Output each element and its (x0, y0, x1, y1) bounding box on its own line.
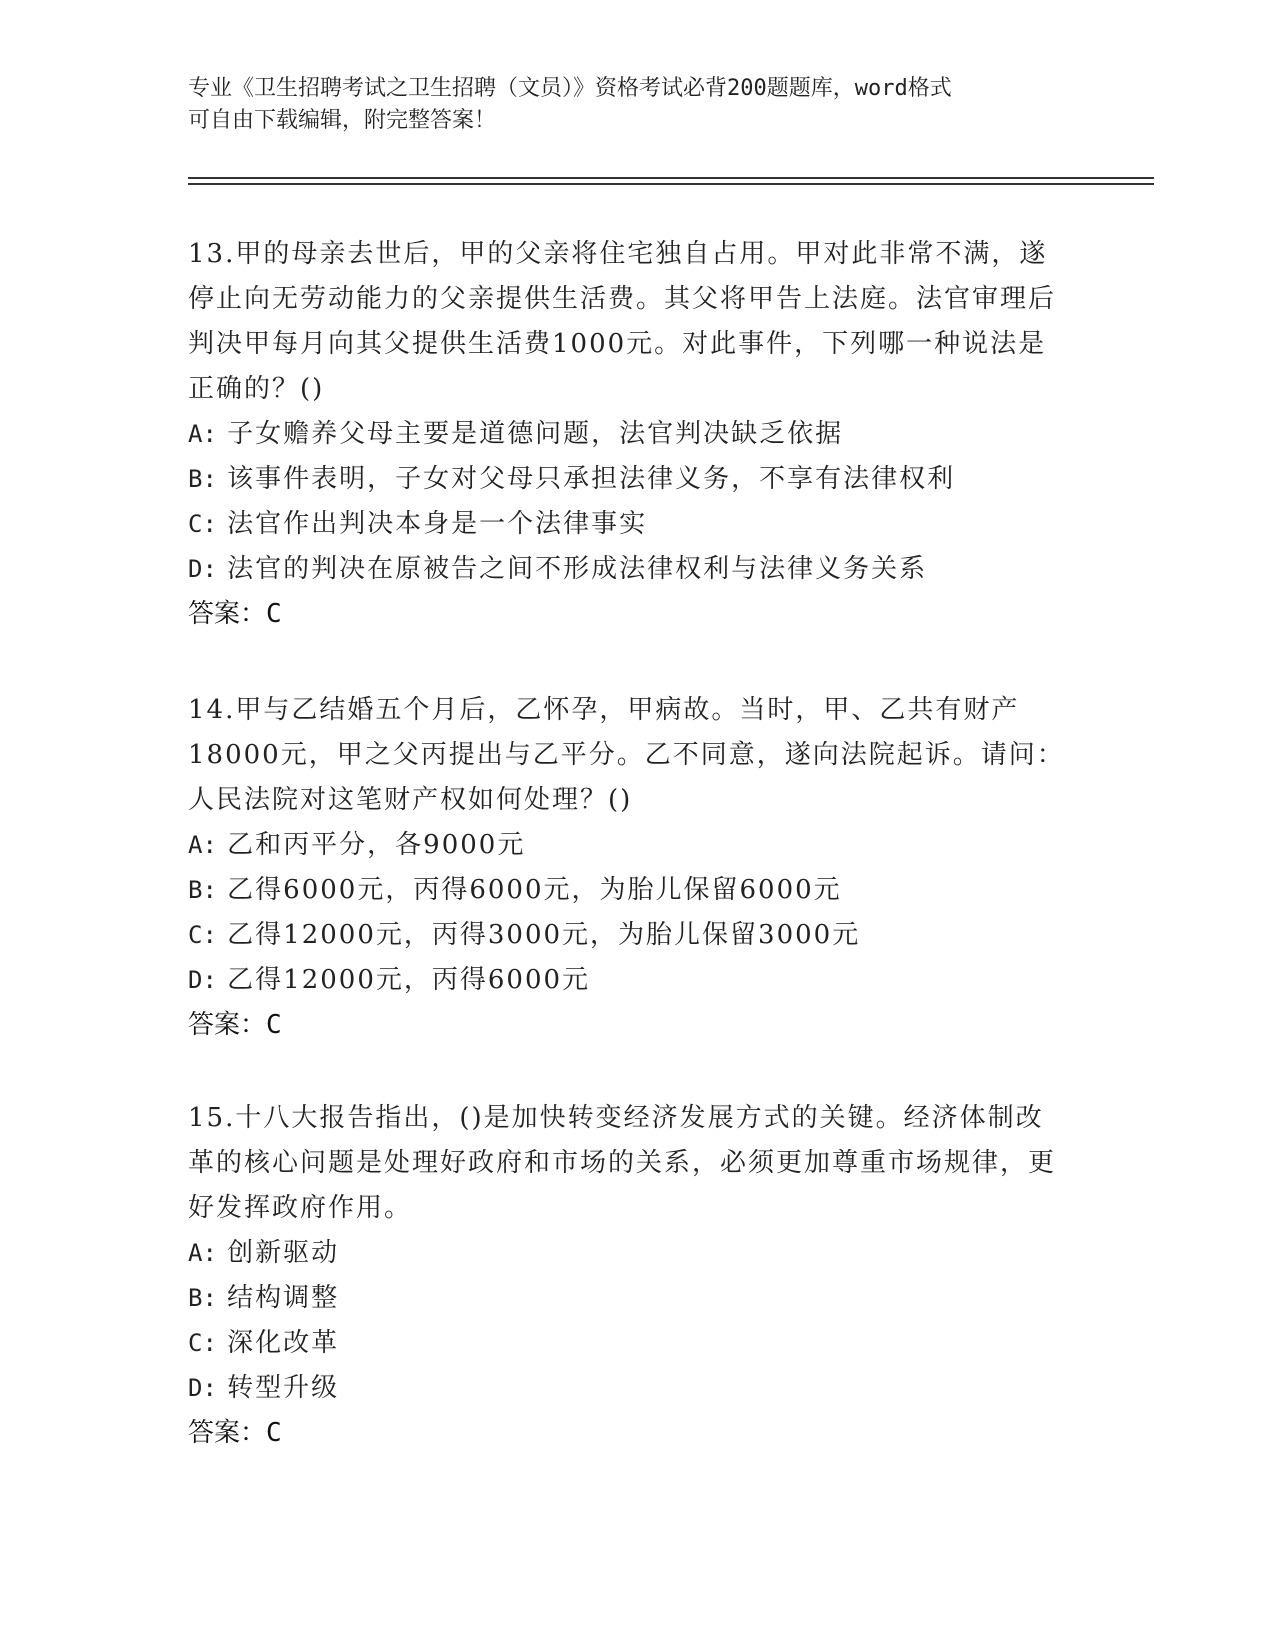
header-title-line-1: 专业《卫生招聘考试之卫生招聘（文员）》资格考试必背200题题库，word格式 (188, 76, 952, 101)
option-letter: A: (188, 420, 217, 448)
document-header (188, 73, 1068, 137)
answer-label: 答案： (188, 599, 267, 629)
header-title-line-2: 可自由下载编辑，附完整答案！ (188, 108, 497, 133)
answer-value: C (266, 1010, 282, 1040)
option-letter: A: (188, 831, 217, 859)
option-a (188, 412, 1068, 457)
option-d (188, 547, 1068, 592)
answer (188, 592, 1068, 637)
option-letter: D: (188, 1374, 217, 1402)
option-letter: D: (188, 966, 217, 994)
question-text: 13.甲的母亲去世后，甲的父亲将住宅独自占用。甲对此非常不满，遂停止向无劳动能力的父亲提供生活费。其父将甲告上法庭。法官审理后判决甲每月向其父提供生活费1000元。对此事件，下列哪一种说法是正确的？() (188, 239, 1057, 404)
option-text: 乙得6000元，丙得6000元，为胎儿保留6000元 (227, 875, 842, 905)
option-d (188, 958, 1068, 1003)
question-15 (188, 1096, 1068, 1456)
question-text: 15.十八大报告指出，()是加快转变经济发展方式的关键。经济体制改革的核心问题是处理好政府和市场的关系，必须更加尊重市场规律，更好发挥政府作用。 (188, 1103, 1057, 1223)
header-divider-bottom (188, 183, 1154, 185)
option-letter: A: (188, 1239, 217, 1267)
option-letter: B: (188, 876, 217, 904)
question-13 (188, 232, 1068, 637)
option-text: 乙和丙平分，各9000元 (227, 830, 526, 860)
option-a (188, 1231, 1068, 1276)
option-text: 结构调整 (227, 1283, 340, 1313)
question-text: 14.甲与乙结婚五个月后，乙怀孕，甲病故。当时，甲、乙共有财产18000元，甲之父丙提出与乙平分。乙不同意，遂向法院起诉。请问：人民法院对这笔财产权如何处理？() (188, 695, 1065, 815)
option-text: 该事件表明，子女对父母只承担法律义务，不享有法律权利 (227, 464, 956, 494)
option-text: 创新驱动 (227, 1238, 340, 1268)
option-b (188, 868, 1068, 913)
option-letter: C: (188, 510, 217, 538)
answer-value: C (266, 1418, 282, 1448)
answer-value: C (266, 599, 282, 629)
option-text: 法官作出判决本身是一个法律事实 (227, 509, 648, 539)
option-b (188, 1276, 1068, 1321)
option-letter: C: (188, 1329, 217, 1357)
option-b (188, 457, 1068, 502)
header-divider-top (188, 177, 1154, 179)
option-c (188, 1321, 1068, 1366)
option-d (188, 1366, 1068, 1411)
option-text: 乙得12000元，丙得3000元，为胎儿保留3000元 (227, 920, 861, 950)
option-a (188, 823, 1068, 868)
option-letter: B: (188, 1284, 217, 1312)
option-text: 转型升级 (227, 1373, 340, 1403)
answer-label: 答案： (188, 1010, 267, 1040)
answer-label: 答案： (188, 1418, 267, 1448)
option-text: 法官的判决在原被告之间不形成法律权利与法律义务关系 (227, 554, 928, 584)
option-letter: B: (188, 465, 217, 493)
option-letter: C: (188, 921, 217, 949)
option-text: 子女赡养父母主要是道德问题，法官判决缺乏依据 (227, 419, 844, 449)
answer (188, 1411, 1068, 1456)
option-text: 乙得12000元，丙得6000元 (227, 965, 591, 995)
answer (188, 1003, 1068, 1048)
option-text: 深化改革 (227, 1328, 340, 1358)
option-c (188, 913, 1068, 958)
question-14 (188, 688, 1068, 1048)
option-c (188, 502, 1068, 547)
option-letter: D: (188, 555, 217, 583)
